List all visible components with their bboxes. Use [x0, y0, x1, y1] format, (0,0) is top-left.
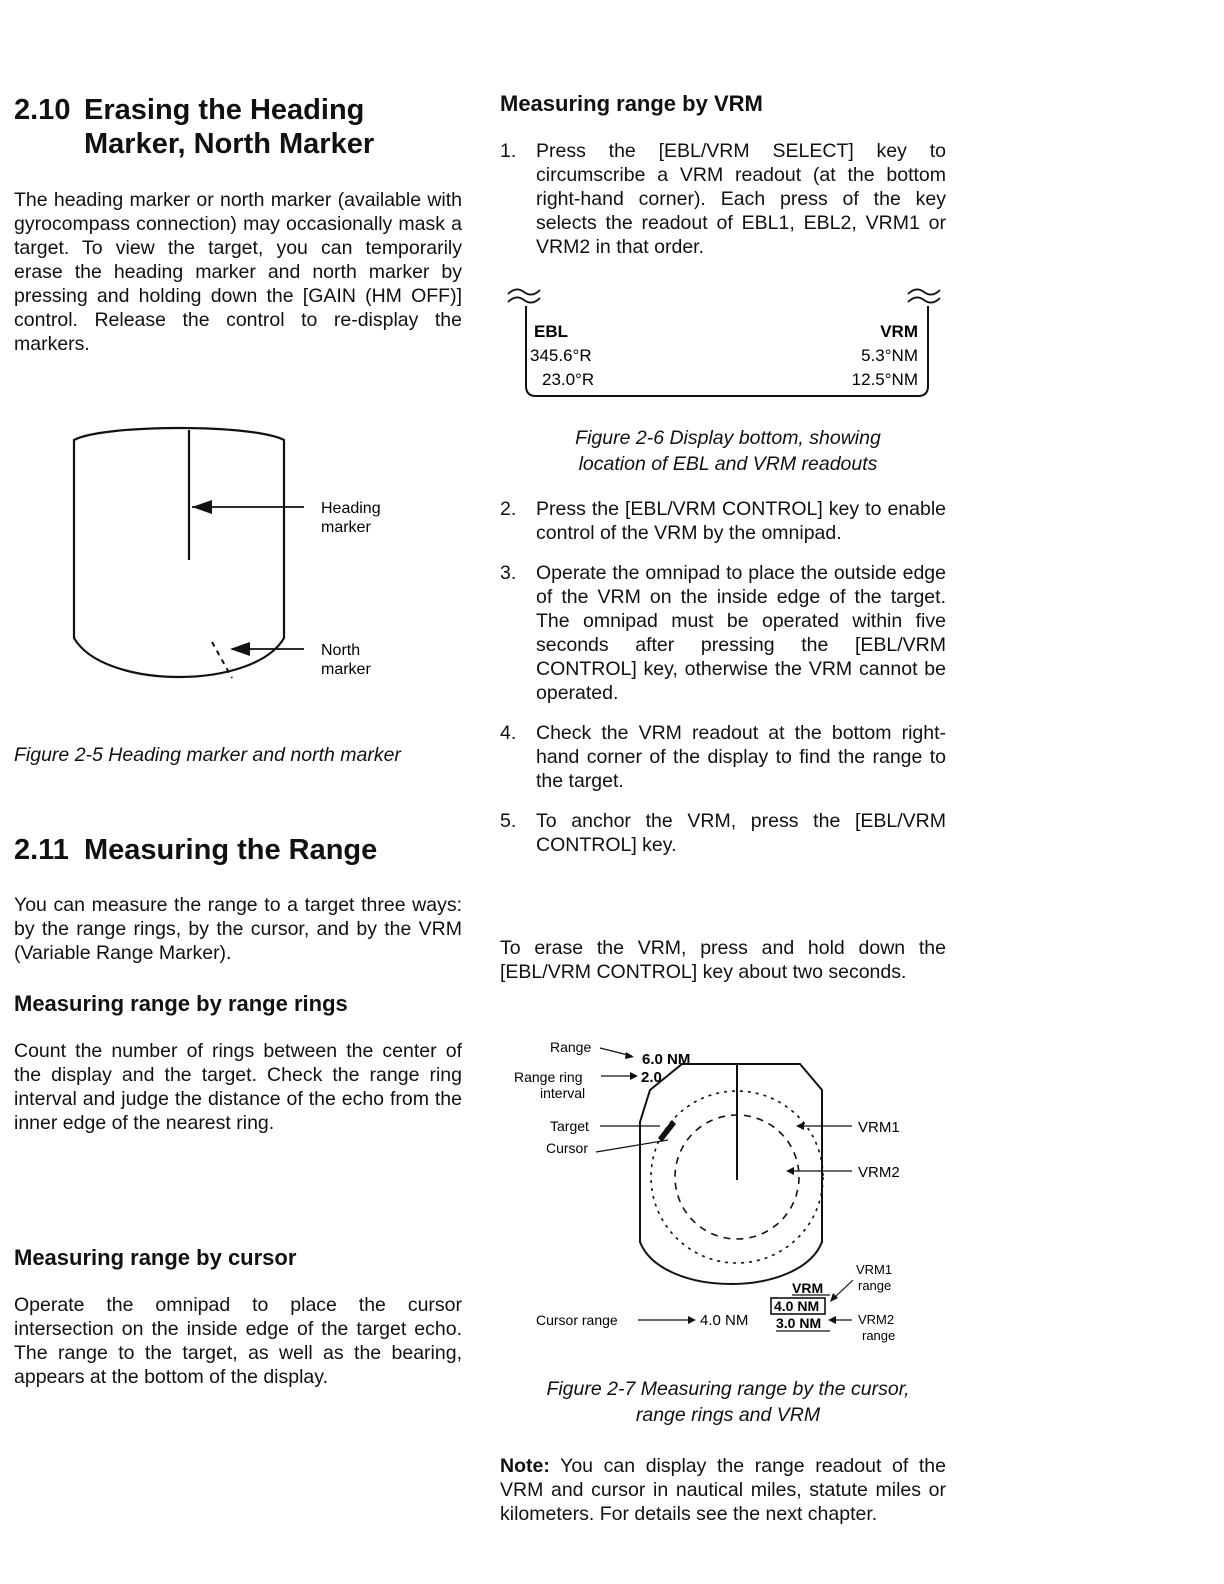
section-2-11-intro: You can measure the range to a target three ways: by the range rings, by the cursor, and by the VRM (Variable Range Marker). — [14, 894, 462, 964]
vrm1-label: VRM1 — [858, 1119, 900, 1136]
heading-marker-figure — [54, 420, 454, 700]
vrm-step-5-number: 5. — [500, 810, 517, 832]
vrm2-value: 12.5°NM — [851, 370, 918, 389]
target-echo — [658, 1120, 676, 1142]
north-label-1: North — [321, 642, 361, 659]
section-2-11-title-text: Measuring the Range — [84, 834, 378, 866]
vrm1-range-label-2: range — [858, 1278, 892, 1293]
vrm2-label: VRM2 — [858, 1164, 900, 1181]
ebl-label: EBL — [534, 322, 568, 341]
section-2-10-title-line1: Erasing the Heading — [84, 94, 365, 126]
heading-label-2: marker — [321, 519, 371, 536]
cursor-leader — [596, 1140, 668, 1152]
heading-label-1: Heading — [321, 500, 381, 517]
section-2-10-body: The heading marker or north marker (available with gyrocompass connection) may occasionally mask a target. To view the target, you can temporarily erase the heading marker and north marker by pressing and holding down the [GAIN (HM OFF)] control. Release the control to re-display the markers. — [14, 189, 462, 355]
display-bottom-figure — [504, 280, 948, 400]
vrm1-range-label-1: VRM1 — [856, 1262, 893, 1277]
vrm-box-label: VRM — [792, 1280, 824, 1296]
interval-arrow — [630, 1072, 638, 1080]
range-value: 6.0 NM — [642, 1051, 691, 1068]
vrm-heading: Measuring range by VRM — [500, 91, 763, 116]
vrm2-range-label-2: range — [862, 1328, 896, 1343]
ring-interval-label-2: interval — [540, 1085, 586, 1101]
vrm1-arrow — [796, 1122, 804, 1130]
display-outline-2 — [640, 1064, 822, 1284]
cursor-body: Operate the omnipad to place the cursor intersection on the inside edge of the target echo. The range to the target, as well as the bearing, appears at the bottom of the display. — [14, 1294, 462, 1388]
vrm-step-5 — [500, 809, 946, 857]
ebl2-value: 23.0°R — [542, 370, 595, 389]
cursor-heading: Measuring range by cursor — [14, 1245, 297, 1270]
range-label: Range — [550, 1039, 592, 1055]
break-mark-right-1 — [908, 289, 940, 294]
vrm-erase-text: To erase the VRM, press and hold down the [EBL/VRM CONTROL] key about two seconds. — [500, 937, 946, 983]
rings-heading: Measuring range by range rings — [14, 991, 348, 1016]
vrm1-range-leader — [834, 1280, 853, 1298]
vrm1-range-arrow — [830, 1293, 838, 1302]
section-2-10-number: 2.10 — [14, 94, 71, 126]
vrm-step-1-text: Press the [EBL/VRM SELECT] key to circumscribe a VRM readout (at the bottom right-hand corner). Each press of the key selects the readout of EBL1, EBL2, VRM1 or VRM2 in that order. — [536, 140, 946, 258]
note-label: Note: — [500, 1455, 550, 1477]
vrm2-range-value: 3.0 NM — [776, 1315, 822, 1331]
vrm2-range-arrow — [828, 1316, 836, 1324]
section-2-11-title — [14, 833, 470, 867]
figure-2-7-caption-line2: range rings and VRM — [635, 1404, 821, 1426]
ebl1-value: 345.6°R — [530, 346, 592, 365]
north-arrow-head — [230, 642, 250, 656]
section-2-11-number: 2.11 — [14, 834, 69, 866]
vrm-step-2 — [500, 497, 946, 545]
break-mark-left-1 — [508, 289, 540, 294]
vrm1-value: 5.3°NM — [861, 346, 918, 365]
break-mark-left-2 — [508, 297, 540, 302]
figure-2-7-caption-line1: Figure 2-7 Measuring range by the cursor, — [546, 1378, 910, 1400]
vrm1-range-value: 4.0 NM — [774, 1298, 820, 1314]
vrm-step-4-text: Check the VRM readout at the bottom right-hand corner of the display to find the range to the target. — [536, 722, 946, 792]
cursor-range-arrow — [688, 1316, 696, 1324]
heading-arrow-head — [192, 500, 212, 514]
vrm-step-2-text: Press the [EBL/VRM CONTROL] key to enable control of the VRM by the omnipad. — [536, 498, 946, 544]
rings-body: Count the number of rings between the center of the display and the target. Check the range ring interval and judge the distance of the echo from the inner edge of the nearest ring. — [14, 1040, 462, 1134]
vrm-label: VRM — [880, 322, 918, 341]
vrm-steps-2 — [500, 497, 946, 857]
display-outline — [74, 428, 284, 677]
note-text: You can display the range readout of the VRM and cursor in nautical miles, statute miles or kilometers. For details see the next chapter. — [500, 1455, 946, 1525]
range-measure-figure — [500, 1030, 956, 1360]
range-arrow — [625, 1052, 634, 1059]
section-2-10-title — [14, 93, 470, 161]
vrm-step-1 — [500, 139, 946, 259]
section-2-10-title-line2: Marker, North Marker — [84, 128, 375, 160]
vrm-step-3-number: 3. — [500, 562, 517, 584]
break-mark-right-2 — [908, 297, 940, 302]
figure-2-5-caption: Figure 2-5 Heading marker and north marker — [14, 744, 401, 766]
figure-2-6-caption-line2: location of EBL and VRM readouts — [578, 453, 878, 475]
cursor-range-value: 4.0 NM — [700, 1312, 749, 1329]
vrm-step-1-number: 1. — [500, 140, 517, 162]
cursor-label: Cursor — [546, 1140, 589, 1156]
ring-interval-label-1: Range ring — [514, 1069, 583, 1085]
note-paragraph — [500, 1454, 946, 1526]
figure-2-6-caption-line1: Figure 2-6 Display bottom, showing — [575, 427, 881, 449]
vrm-step-5-text: To anchor the VRM, press the [EBL/VRM CONTROL] key. — [536, 810, 946, 856]
cursor-range-label: Cursor range — [536, 1312, 618, 1328]
target-label: Target — [550, 1118, 589, 1134]
figure-2-6-caption — [500, 425, 956, 477]
figure-2-7-caption — [500, 1376, 956, 1428]
vrm-step-3 — [500, 561, 946, 705]
vrm-step-3-text: Operate the omnipad to place the outside edge of the VRM on the inside edge of the target. The omnipad must be operated within five seconds after pressing the [EBL/VRM CONTROL] key, otherwise the VRM cannot be operated. — [536, 562, 946, 704]
vrm2-arrow — [786, 1167, 794, 1175]
vrm-step-2-number: 2. — [500, 498, 517, 520]
vrm-step-4 — [500, 721, 946, 793]
vrm-steps-1 — [500, 139, 946, 259]
ring-interval-value: 2.0 — [641, 1069, 662, 1086]
vrm2-range-label-1: VRM2 — [858, 1312, 895, 1327]
north-label-2: marker — [321, 661, 371, 678]
vrm-step-4-number: 4. — [500, 722, 517, 744]
